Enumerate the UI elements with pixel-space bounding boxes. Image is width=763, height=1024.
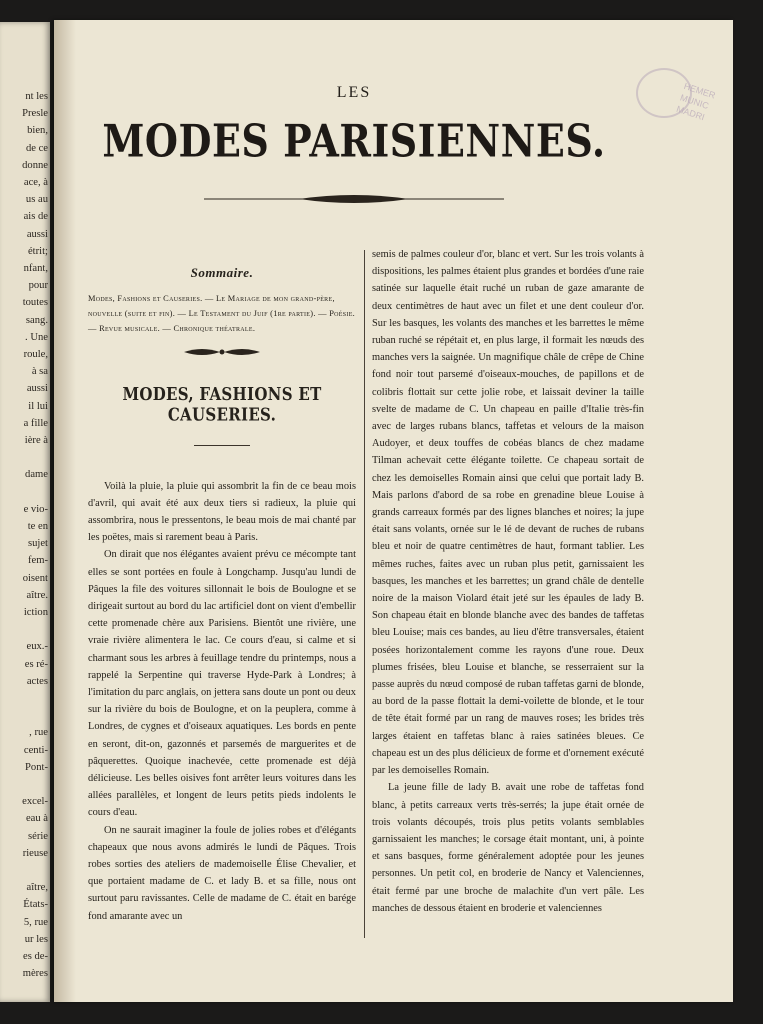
left-page-fragment: pour [28, 280, 48, 292]
left-page-fragment: a fille [23, 417, 48, 429]
left-column [88, 264, 356, 925]
masthead-ornament-rule [204, 192, 504, 206]
left-page-fragment: ur les [24, 933, 48, 945]
left-page-fragment: sujet [27, 538, 48, 550]
left-page-fragment: dame [25, 469, 48, 481]
article-paragraph: On dirait que nos élégantes avaient prévu ce mécompte tant elles se sont portées en foule à Longchamp. Jusqu'au lundi de Pâques la file des voitures sillonnait le bois de Boulogne et se dirigeait surtout au bord du lac artificiel dont on vient d'embellir cette promenade chère aux Parisiens. Bientôt une rivière, une vraie rivière alimentera le lac. Ce cours d'eau, si calme et si charmant sous les arbres à feuillage tendre du printemps, nous a rappelé la Serpentine qui traverse Hyde-Park à Londres; à l'imitation du parc anglais, on jettera sans doute un pont ou deux sur la rivière du bois de Boulogne, et on la peuplera, comme à Londres, de cygnes et d'oiseaux aquatiques. Les bords en pente en seront, dit-on, gazonnés et parsemés de marguerites et de pâquerettes. Quoique inachevée, cette promenade est déjà délicieuse. Les belles oisives font arrêter leurs voitures dans les allées parallèles, et longent de leurs petits pieds indolents le cours d'eau. [88, 549, 356, 819]
left-page-fragment: actes [26, 675, 48, 687]
left-page-fragment: aître. [26, 589, 48, 601]
sommaire-heading: Sommaire. [190, 265, 254, 280]
article-paragraph: La jeune fille de lady B. avait une robe de taffetas fond blanc, à petits carreaux verts très-serrés; la jupe était ornée de trois volants découpés, trois plus petits volants semblables garnissaient les manches; le corsage était montant, uni, à pointe et sans basques, forme généralement adoptée pour les jeunes personnes. Un petit col, en broderie de Nancy et Valenciennes, était fermé par une broche de malachite d'un vert pâle. Les manches de dessous étaient en broderie et valenciennes [372, 782, 644, 914]
left-page-fragment: États- [23, 899, 48, 911]
left-page-fragment: te en [27, 521, 48, 532]
left-page-fragment: Pont- [25, 761, 48, 773]
left-page-fragment: donne [22, 159, 48, 171]
left-page-fragment: e vio- [23, 503, 48, 515]
left-page-fragment: aussi [26, 383, 48, 395]
title-rule [194, 445, 250, 446]
article-paragraph: On ne saurait imaginer la foule de jolies robes et d'élégants chapeaux que nous avons admirés le lundi de Pâques. Trois robes sorties des ateliers de mademoiselle Élise Chevalier, et que portaient madame de C. et lady B. et sa fille, nous ont surtout paru ravissantes. Celle de madame de C. était en barége fond amarante avec un [88, 824, 356, 922]
left-page-fragment: eux.- [26, 641, 48, 653]
left-page-fragment: us au [25, 194, 48, 206]
left-page-fragment: es de- [23, 951, 48, 962]
left-page-fragment: 5, rue [23, 916, 48, 928]
left-page-fragment: de ce [25, 142, 48, 154]
right-column [372, 246, 644, 917]
left-page-fragment: mères [22, 968, 48, 980]
left-page-fragment: aître, [26, 882, 48, 894]
left-page-fragment: , rue [29, 727, 48, 739]
masthead-title: MODES PARISIENNES. [102, 113, 606, 168]
left-page-fragment: rieuse [22, 847, 48, 859]
left-page-fragment: oisent [22, 572, 48, 584]
article-paragraph: Voilà la pluie, la pluie qui assombrit la fin de ce beau mois d'avril, qui avait été aux deux tiers si radieux, la pluie qui assombrira, nous le pressentons, le beau mois de mai chanté par les poëtes, mais si rarement beau à Paris. [88, 480, 356, 544]
left-page-fragment: à sa [31, 366, 48, 378]
left-page-fragment: il lui [28, 400, 48, 412]
column-divider [364, 250, 365, 938]
left-page-fragment: roule, [23, 349, 48, 360]
left-page-fragment: bien, [27, 125, 48, 137]
left-page-fragment: es ré- [24, 658, 48, 670]
spine-shadow [54, 20, 76, 1002]
left-page-fragment: iction [23, 607, 48, 618]
left-page-fragment: nfant, [23, 263, 48, 274]
library-stamp-text: HEMER MUNIC MADRI [675, 80, 717, 123]
left-page-fragment: excel- [22, 796, 48, 808]
newspaper-page [54, 20, 733, 1002]
left-page-fragment: fem- [28, 555, 48, 567]
left-page-fragment: ace, à [23, 177, 48, 188]
left-page-fragment: sang. [25, 314, 48, 326]
left-page-fragment: ais de [23, 211, 48, 223]
left-page-fragment: ière à [24, 435, 48, 446]
article-title: MODES, FASHIONS ET CAUSERIES. [122, 383, 322, 426]
left-page-fragment: série [28, 830, 48, 842]
left-page-edge [0, 22, 50, 1002]
left-page-fragment: centi- [23, 744, 48, 756]
masthead-les: LES [336, 84, 372, 101]
left-page-fragment: étrit; [27, 245, 48, 257]
left-page-fragment: eau à [25, 813, 48, 825]
left-page-fragment: Presle [22, 108, 48, 120]
left-page-fragment: . Une [25, 331, 48, 343]
left-page-fragment: aussi [26, 228, 48, 240]
sommaire-contents: Modes, Fashions et Causeries. — Le Mariage de mon grand-père, nouvelle (suite et fin). — Le Testament du Juif (1re partie). — Poésie. — Revue musicale. — Chronique théatrale. [88, 294, 356, 334]
article-paragraph: semis de palmes couleur d'or, blanc et vert. Sur les trois volants à dispositions, les palmes étaient plus grandes et bordées d'une raie satinée sur laquelle était ruché un ruban de gaze amarante de deux centimètres de haut avec un filet et une dent couleur d'or. Sur les basques, les volants des manches et les barrettes le même ruban ruché se répétait et, en plus large, il formait les nœuds des manches vers la saignée. Un magnifique châle de crêpe de Chine fond noir tout parsemé d'oiseaux-mouches, de papillons et de colibris flottait sur cette jolie robe, et laissait deviner la taille svelte de madame de C. Un chapeau en paille d'Italie très-fin avec de larges rubans blancs, taffetas et velours de la maison Audoyer, et deux touffes de cobéas blancs de chez madame Tilman achevait cette élégante toilette. Ce chapeau sortait de chez les demoiselles Romain ainsi que celui que portait lady B. Mais parlons d'abord de sa robe en grenadine bleue Louise à grands carreaux formés par des lignes blanches et noires; la jupe était sans volants, ornée sur le lé de devant de ruches de rubans bleu et noir de quatre centimètres de haut, formant tablier. Les mêmes ruches, faites avec un ruban plus petit, garnissaient les basques, les manches et les barrettes; un grand châle de dentelle noire de la maison Violard était jeté sur les épaules de lady B. Son chapeau était en blonde blanche avec des bandes de taffetas bleu Louise; mais ces bandes, au lieu d'être transversales, étaient posées horizontalement comme les rayons d'une roue. Deux plumes frisées, bleu Louise et blanche, se resserraient sur la passe auprès du nœud composé de ruban taffetas garni de blonde, au bord de la passe flottait la demi-voilette de blonde, et le tour de tête était formé par un rang de mauves roses; les brides très larges étaient en taffetas blanc à raies satinées bleues. Ce chapeau est un des plus délicieux de forme et d'ornement exécuté par les demoiselles Romain. [372, 249, 644, 777]
left-page-fragment: nt les [25, 91, 48, 102]
ornament-divider [182, 346, 262, 358]
left-page-fragment: toutes [22, 297, 48, 309]
